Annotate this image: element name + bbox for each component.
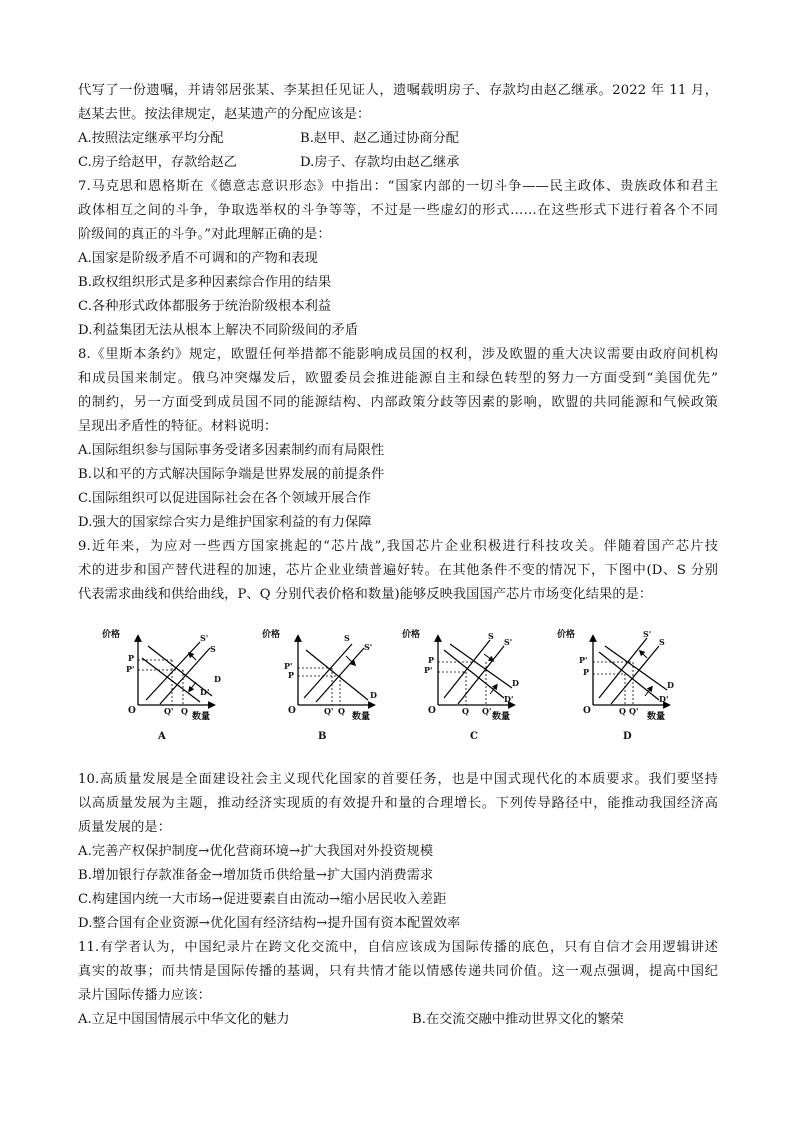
q11-option-a: A.立足中国国情展示中华文化的魅力 — [78, 1012, 290, 1027]
q8-stem-line: 的制约，另一方面受到成员国不同的能源结构、内部政策分歧等因素的影响，欧盟的共同能源和气候政策 — [78, 395, 718, 410]
q8-option-b: B.以和平的方式解决国际争端是世界发展的前提条件 — [78, 467, 385, 482]
figure-b — [260, 620, 390, 750]
quantity-label: Q — [338, 706, 345, 716]
q6-option-d: D.房子、存款均由赵乙继承 — [300, 155, 460, 170]
price-label: P' — [424, 665, 433, 675]
q10-option-b: B.增加银行存款准备金→增加货币供给量→扩大国内消费需求 — [78, 868, 434, 883]
origin-label: O — [128, 706, 136, 716]
figure-a — [100, 620, 230, 750]
price-label: P — [583, 667, 590, 677]
figure-d-label: D — [623, 731, 632, 742]
q8-option-d: D.强大的国家综合实力是维护国家利益的有力保障 — [78, 515, 372, 530]
supply-label: S — [210, 644, 216, 654]
q7-option-b: B.政权组织形式是多种因素综合作用的结果 — [78, 275, 332, 290]
q6-option-b: B.赵甲、赵乙通过协商分配 — [300, 131, 459, 146]
demand-label: D' — [659, 694, 669, 704]
q10-stem-line: 10.高质量发展是全面建设社会主义现代化国家的首要任务，也是中国式现代化的本质要求。我们要坚持 — [78, 772, 718, 787]
q7-stem-line: 7.马克思和恩格斯在《德意志意识形态》中指出：“国家内部的一切斗争——民主政体、贵族政体和君主 — [78, 179, 718, 194]
supply-label: S — [488, 631, 494, 641]
demand-label: D — [512, 678, 519, 688]
quantity-label: Q — [181, 706, 188, 716]
figure-c — [400, 620, 530, 750]
figure-c-label: C — [470, 731, 478, 742]
price-label: P' — [126, 664, 135, 674]
q9-stem-line: 代表需求曲线和供给曲线，P、Q 分别代表价格和数量)能够反映我国国产芯片市场变化结果的是： — [78, 587, 653, 602]
supply-label: S' — [504, 637, 513, 647]
axis-x-label: 数量 — [492, 712, 511, 722]
axis-y-label: 价格 — [402, 630, 421, 640]
q10-option-a: A.完善产权保护制度→优化营商环境→扩大我国对外投资规模 — [78, 844, 434, 859]
q10-stem-line: 以高质量发展为主题，推动经济实现质的有效提升和量的合理增长。下列传导路径中，能推动我国经济高 — [78, 796, 718, 811]
q11-stem-line: 录片国际传播力应该： — [78, 988, 211, 1003]
q6-option-a: A.按照法定继承平均分配 — [78, 131, 224, 146]
demand-label: D — [667, 680, 674, 690]
supply-label: S' — [364, 642, 373, 652]
origin-label: O — [288, 706, 296, 716]
figure-a-label: A — [158, 731, 166, 742]
q8-stem-line: 8.《里斯本条约》规定，欧盟任何举措都不能影响成员国的权利，涉及欧盟的重大决议需要由政府间机构 — [78, 347, 718, 362]
q7-option-c: C.各种形式政体都服务于统治阶级根本利益 — [78, 299, 332, 314]
demand-label: D — [370, 690, 377, 700]
figure-d — [555, 620, 685, 750]
q6-option-c: C.房子给赵甲，存款给赵乙 — [78, 155, 237, 170]
origin-label: O — [428, 706, 436, 716]
q6-text-line: 代写了一份遗嘱，并请邻居张某、李某担任见证人，遗嘱载明房子、存款均由赵乙继承。2022 年 11 月， — [78, 83, 718, 98]
supply-label: S' — [643, 629, 652, 639]
demand-label: D' — [200, 687, 210, 697]
q10-option-c: C.构建国内统一大市场→促进要素自由流动→缩小居民收入差距 — [78, 892, 447, 907]
supply-label: S — [344, 633, 350, 643]
axis-x-label: 数量 — [192, 712, 211, 722]
price-label: P' — [284, 661, 293, 671]
supply-label: S' — [200, 633, 209, 643]
quantity-label: Q — [462, 706, 469, 716]
q11-stem-line: 真实的故事；而共情是国际传播的基调，只有共情才能以情感传递共同价值。这一观点强调，提高中国纪 — [78, 964, 718, 979]
axis-y-label: 价格 — [102, 630, 121, 640]
q7-stem-line: 政体相互之间的斗争，争取选举权的斗争等等，不过是一些虚幻的形式……在这些形式下进行着各个不同 — [78, 203, 718, 218]
demand-label: D — [214, 674, 221, 684]
price-label: P — [428, 655, 435, 665]
q8-option-c: C.国际组织可以促进国际社会在各个领域开展合作 — [78, 491, 372, 506]
quantity-label: Q' — [629, 706, 639, 716]
axis-y-label: 价格 — [262, 630, 281, 640]
q7-stem-line: 阶级间的真正的斗争。”对此理解正确的是： — [78, 227, 331, 242]
price-label: P' — [579, 655, 588, 665]
quantity-label: Q — [619, 706, 626, 716]
quantity-label: Q' — [482, 706, 492, 716]
q9-stem-line: 术的进步和国产替代进程的加速，芯片企业业绩普遍好转。在其他条件不变的情况下，下图中(D、S 分别 — [78, 563, 718, 578]
q11-option-b: B.在交流交融中推动世界文化的繁荣 — [412, 1012, 624, 1027]
q8-stem-line: 和成员国来制定。俄乌冲突爆发后，欧盟委员会推进能源自主和绿色转型的努力一方面受到“美国优先” — [78, 371, 718, 386]
q8-stem-line: 呈现出矛盾性的特征。材料说明： — [78, 419, 278, 434]
q10-option-d: D.整合国有企业资源→优化国有经济结构→提升国有资本配置效率 — [78, 916, 461, 931]
supply-label: S — [659, 637, 665, 647]
quantity-label: Q' — [164, 706, 174, 716]
q9-figures — [100, 620, 700, 750]
q11-stem-line: 11.有学者认为，中国纪录片在跨文化交流中，自信应该成为国际传播的底色，只有自信才会用逻辑讲述 — [78, 940, 718, 955]
q6-text-line: 赵某去世。按法律规定，赵某遗产的分配应该是： — [78, 107, 371, 122]
figure-b-label: B — [318, 731, 327, 742]
q7-option-d: D.利益集团无法从根本上解决不同阶级间的矛盾 — [78, 323, 359, 338]
q9-stem-line: 9.近年来，为应对一些西方国家挑起的“芯片战”,我国芯片企业积极进行科技攻关。伴随着国产芯片技 — [78, 539, 718, 554]
price-label: P — [128, 653, 135, 663]
axis-x-label: 数量 — [352, 712, 371, 722]
quantity-label: Q' — [324, 706, 334, 716]
demand-label: D' — [504, 694, 514, 704]
axis-x-label: 数量 — [647, 712, 666, 722]
q10-stem-line: 质量发展的是： — [78, 820, 172, 835]
origin-label: O — [583, 706, 591, 716]
q8-option-a: A.国际组织参与国际事务受诸多因素制约而有局限性 — [78, 443, 385, 458]
q7-option-a: A.国家是阶级矛盾不可调和的产物和表现 — [78, 251, 318, 266]
price-label: P — [288, 670, 295, 680]
axis-y-label: 价格 — [557, 630, 576, 640]
